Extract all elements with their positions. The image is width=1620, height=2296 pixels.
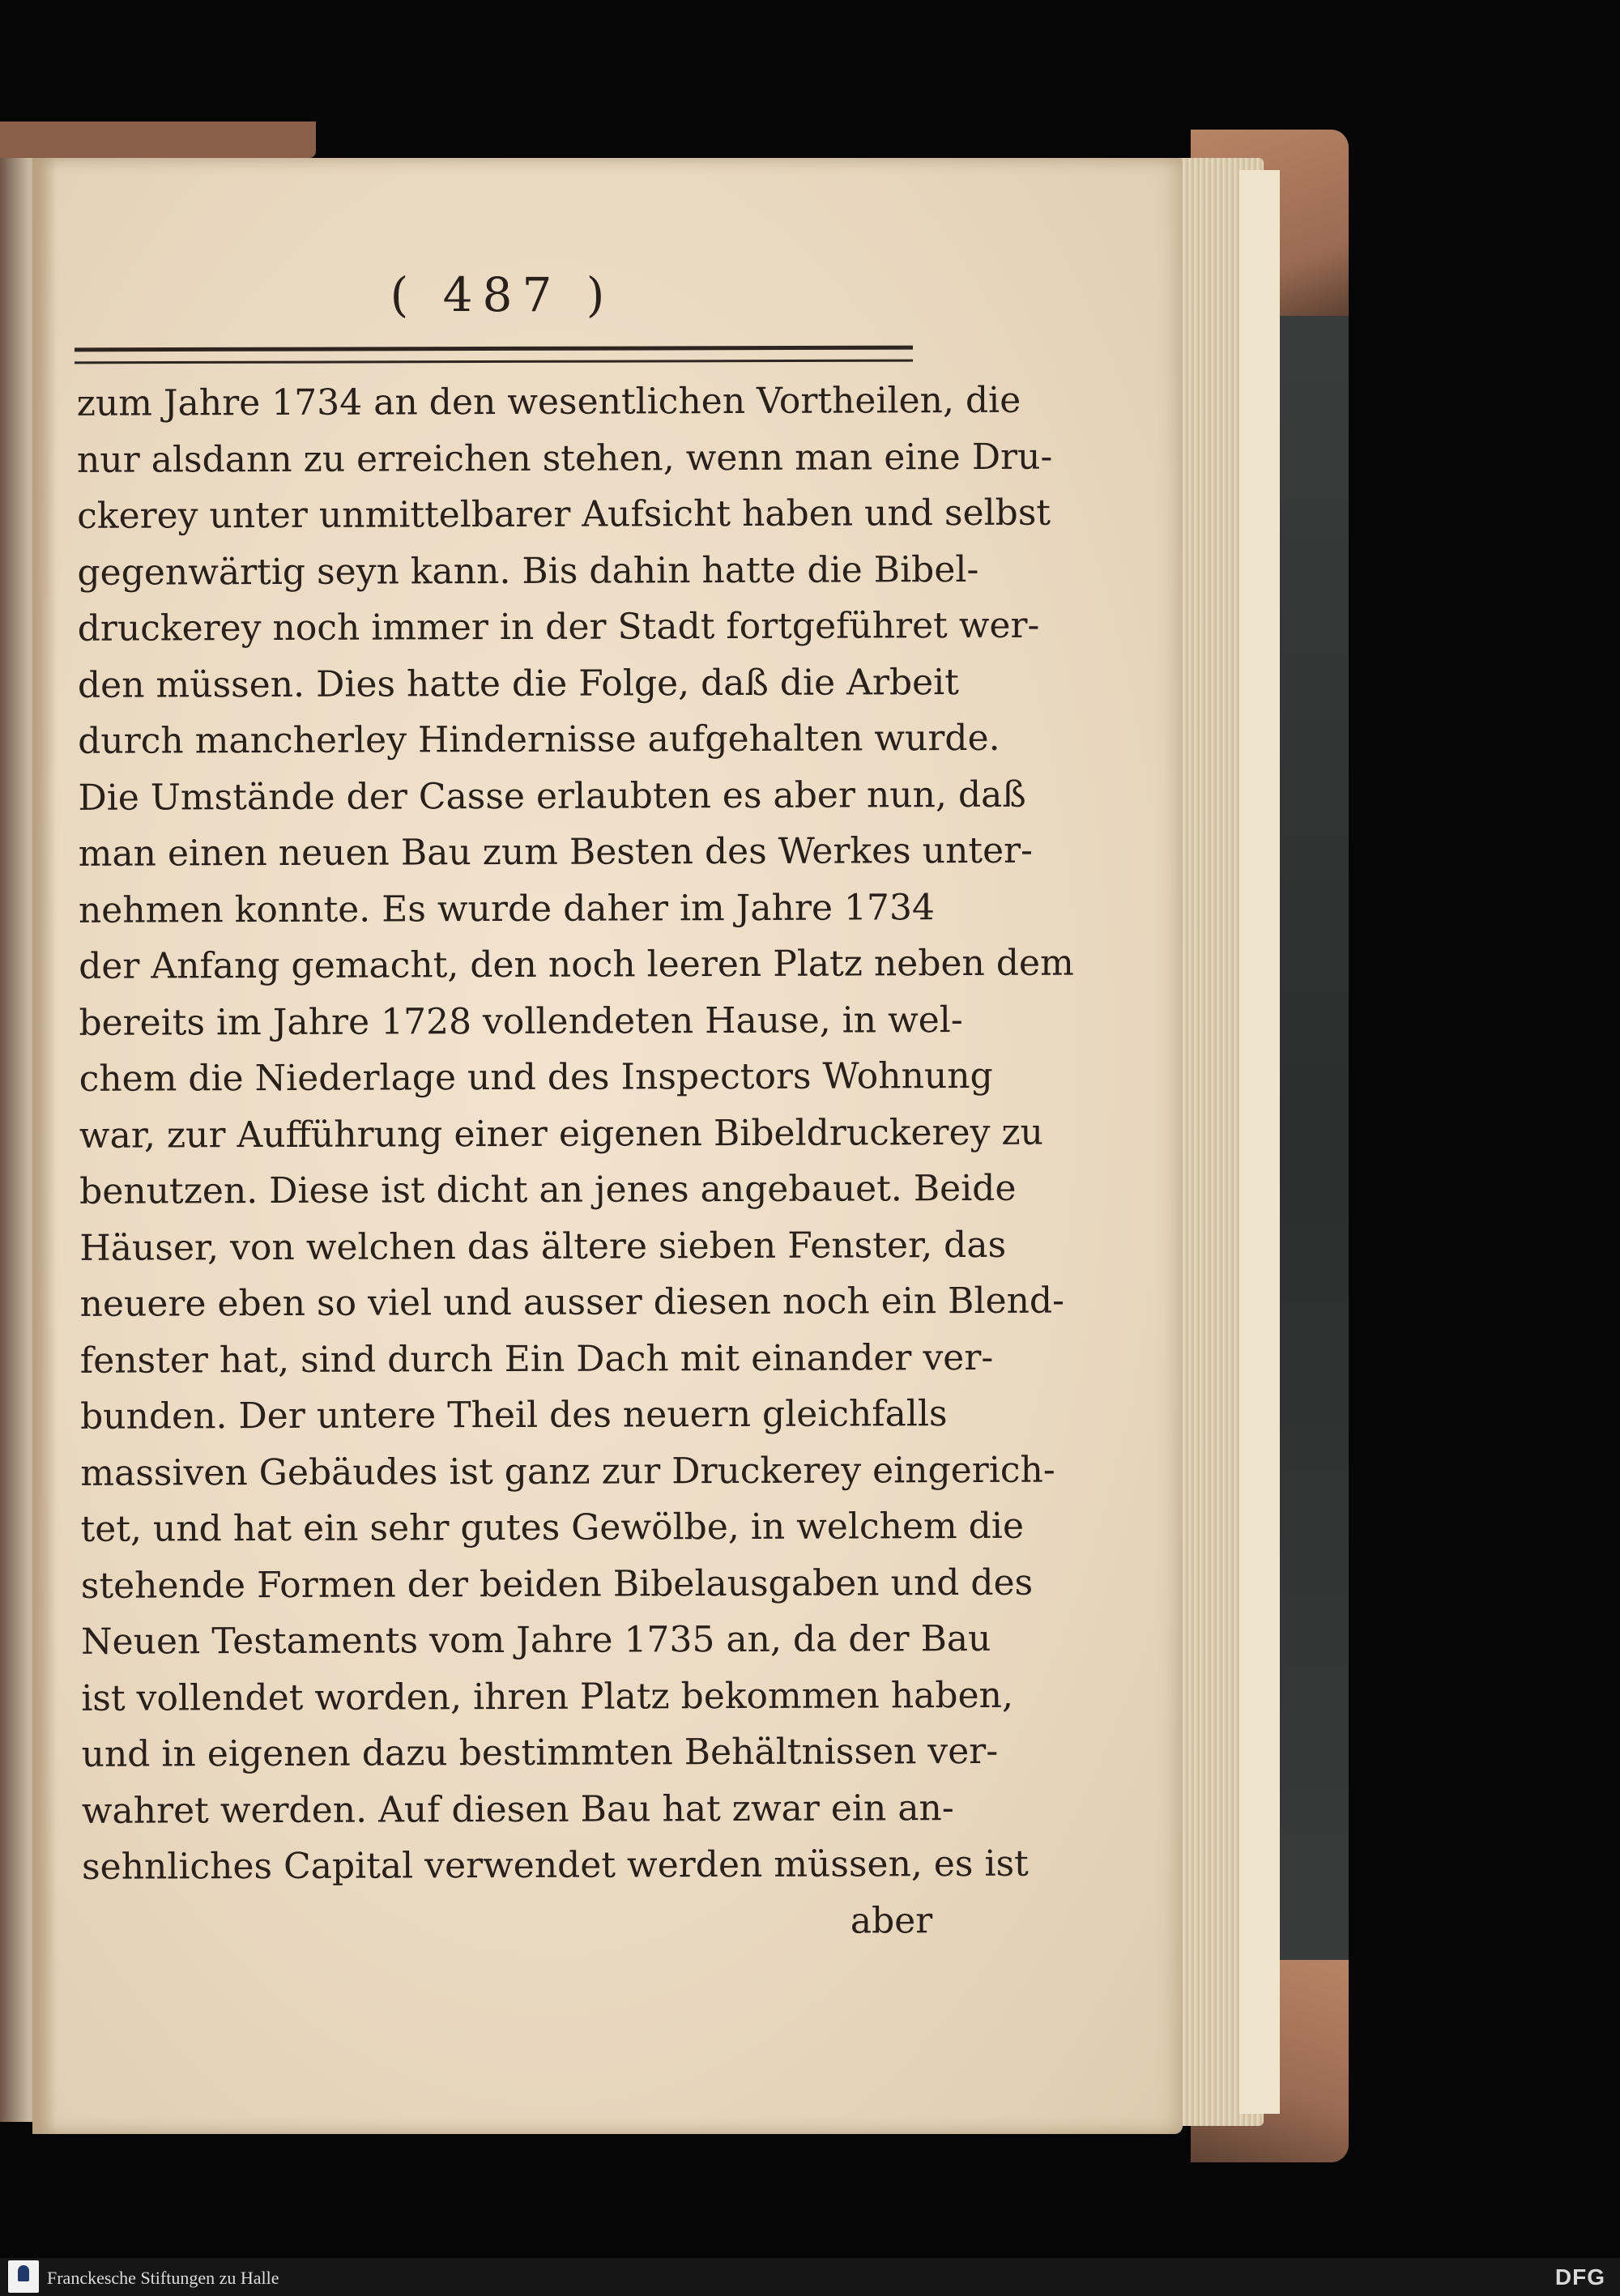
- text-line: tet, und hat ein sehr gutes Gewölbe, in welchem die: [80, 1505, 1025, 1550]
- institution-logo-icon[interactable]: [8, 2260, 39, 2293]
- text-line: zum Jahre 1734 an den wesentlichen Vortheilen, die: [76, 379, 1021, 424]
- page-block-edge-light: [1239, 170, 1280, 2114]
- page-number: ( 487 ): [390, 267, 615, 322]
- page-body-text: [76, 373, 1074, 1952]
- text-line: wahret werden. Auf diesen Bau hat zwar ein an-: [81, 1787, 954, 1832]
- text-line: der Anfang gemacht, den noch leeren Platz neben dem: [79, 942, 1074, 987]
- text-line: fenster hat, sind durch Ein Dach mit einander ver-: [79, 1336, 994, 1382]
- text-line: Neuen Testaments vom Jahre 1735 an, da der Bau: [80, 1617, 991, 1663]
- text-line: ckerey unter unmittelbarer Aufsicht haben und selbst: [77, 492, 1051, 537]
- text-line: neuere eben so viel und ausser diesen noch ein Blend-: [79, 1280, 1065, 1325]
- text-line: bereits im Jahre 1728 vollendeten Hause, in wel-: [79, 999, 963, 1044]
- text-line: chem die Niederlage und des Inspectors Wohnung: [79, 1054, 993, 1100]
- text-line: sehnliches Capital verwendet werden müssen, es ist: [81, 1842, 1029, 1888]
- text-line: ist vollendet worden, ihren Platz bekommen haben,: [81, 1674, 1013, 1719]
- catchword: aber: [850, 1899, 933, 1942]
- dfg-logo[interactable]: DFG: [1554, 2264, 1605, 2290]
- text-line: war, zur Aufführung einer eigenen Bibeldruckerey zu: [79, 1111, 1044, 1157]
- text-line: druckerey noch immer in der Stadt fortgeführet wer-: [77, 604, 1040, 650]
- footer-institution-label[interactable]: Franckesche Stiftungen zu Halle: [47, 2268, 279, 2288]
- text-line: nehmen konnte. Es wurde daher im Jahre 1734: [78, 886, 936, 931]
- text-line: und in eigenen dazu bestimmten Behältnissen ver-: [81, 1730, 999, 1775]
- text-line: man einen neuen Bau zum Besten des Werkes unter-: [78, 829, 1034, 875]
- text-line: Die Umstände der Casse erlaubten es aber nun, daß: [78, 773, 1026, 819]
- text-line: durch mancherley Hindernisse aufgehalten wurde.: [78, 717, 1000, 762]
- text-line: massiven Gebäudes ist ganz zur Druckerey eingerich-: [80, 1449, 1055, 1494]
- text-line: stehende Formen der beiden Bibelausgaben und des: [80, 1561, 1034, 1607]
- text-line: Häuser, von welchen das ältere sieben Fenster, das: [79, 1224, 1007, 1269]
- text-line: nur alsdann zu erreichen stehen, wenn man eine Dru-: [76, 436, 1053, 481]
- page-gutter-shadow: [32, 158, 57, 2134]
- header-rule: [75, 346, 913, 364]
- text-line: benutzen. Diese ist dicht an jenes angebauet. Beide: [79, 1167, 1017, 1212]
- text-line: gegenwärtig seyn kann. Bis dahin hatte die Bibel-: [77, 548, 979, 594]
- text-line: den müssen. Dies hatte die Folge, daß die Arbeit: [77, 661, 959, 706]
- left-cover-top: [0, 121, 316, 158]
- text-line: bunden. Der untere Theil des neuern gleichfalls: [80, 1393, 948, 1438]
